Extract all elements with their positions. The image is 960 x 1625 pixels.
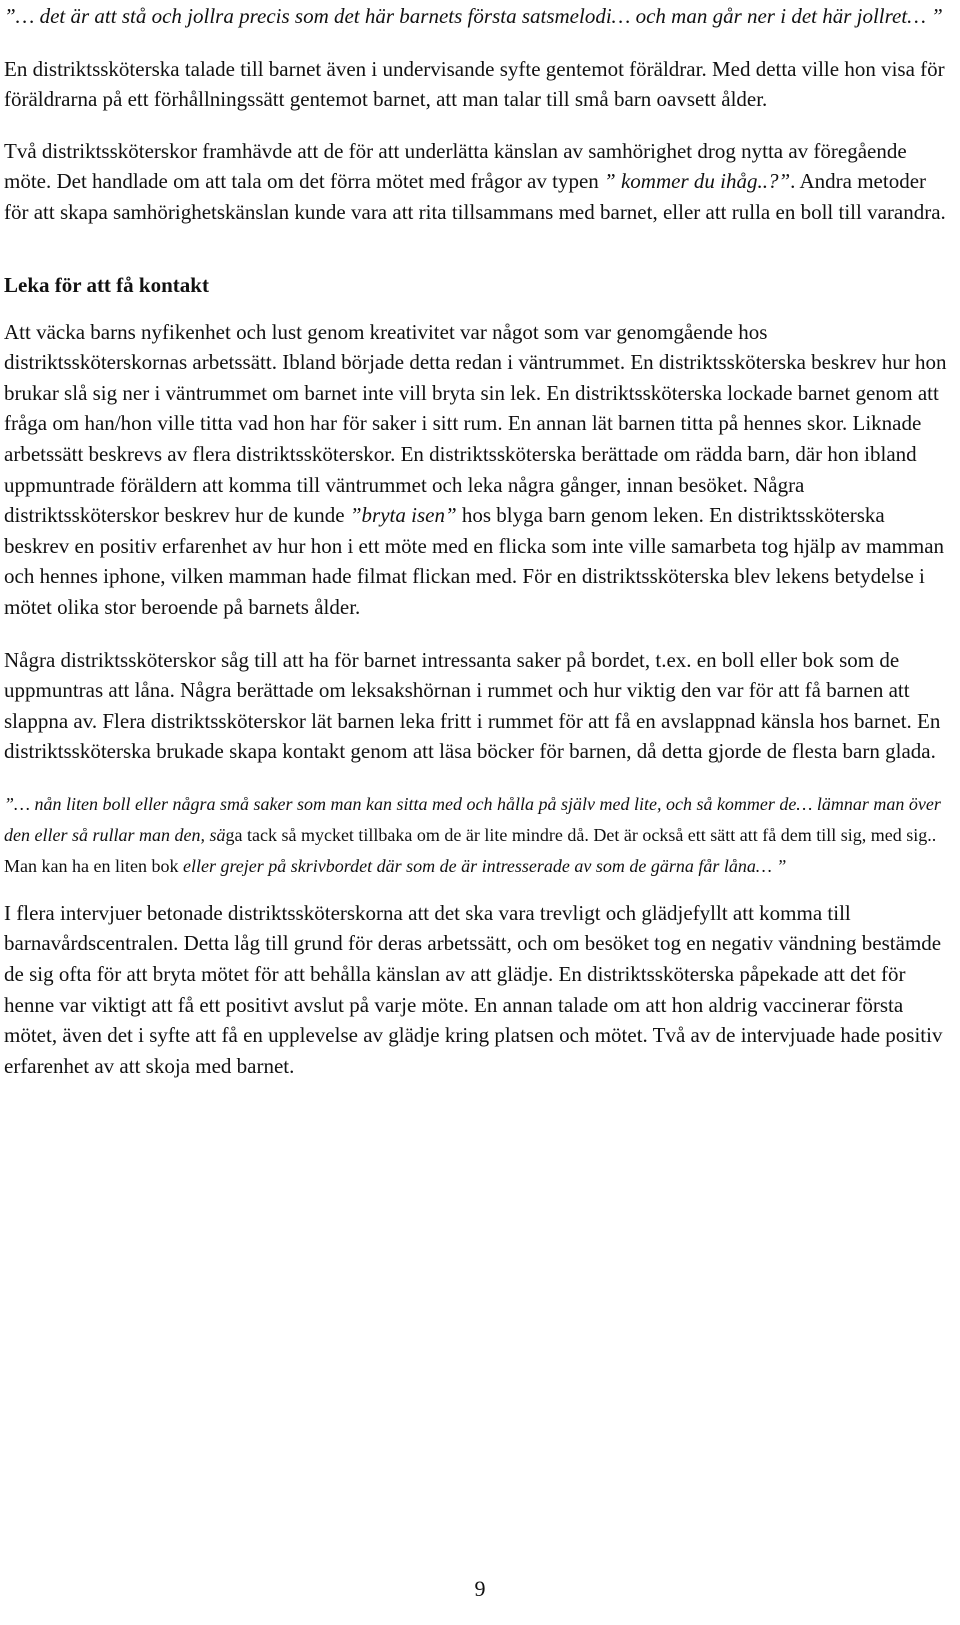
interview-quote-italic-b: eller grejer på skrivbordet där som de är intresserade av som de gärna får låna… ” <box>182 855 787 876</box>
paragraph-3 <box>4 317 952 623</box>
page-number: 9 <box>474 1576 486 1601</box>
paragraph-4: Några distriktssköterskor såg till att ha för barnet intressanta saker på bordet, t.ex. en boll eller bok som de uppmuntras att låna. Några berättade om leksakshörnan i rummet och hur viktig den var för att få barnen att slappna av. Flera distriktssköterskor lät barnen leka fritt i rummet för att få en avslappnad känsla hos barnet. En distriktssköterska brukade skapa kontakt genom att läsa böcker för barnen, då detta gjorde de flesta barn glada. <box>4 647 941 764</box>
section-heading: Leka för att få kontakt <box>4 272 209 297</box>
paragraph-1: En distriktssköterska talade till barnet även i undervisande syfte gentemot föräldrar. Med detta ville hon visa för föräldrarna på ett förhållningssätt gentemot barnet, att man talar till små barn oavsett ålder. <box>4 56 945 112</box>
interview-quote-normal: ga tack så mycket tillbaka om de är lite mindre då. Det är också ett sätt att få dem till sig, med sig.. Man kan ha en liten bok <box>4 824 937 876</box>
opening-quote: ”… det är att stå och jollra precis som det här barnets första satsmelodi… och man går ner i det här jollret… ” <box>4 4 943 28</box>
interview-quote-italic-a: ”… nån liten boll eller några små saker som man kan sitta med och hålla på själv med lite, och så kommer de… lämnar man över den eller så rullar man den, sä <box>4 793 941 845</box>
interview-quote <box>4 789 952 882</box>
paragraph-2-text-b: . Andra metoder för att skapa samhörighetskänslan kunde vara att rita tillsammans med barnet, eller att rulla en boll till varandra. <box>4 169 946 224</box>
paragraph-2-italic-quote: ” kommer du ihåg..?” <box>604 169 791 194</box>
paragraph-2 <box>4 136 952 228</box>
paragraph-5: I flera intervjuer betonade distriktssköterskorna att det ska vara trevligt och glädjefyllt att komma till barnavårdscentralen. Detta låg till grund för deras arbetssätt, och om besöket tog en negativ vändning bestämde de sig ofta för att bryta mötet för att behålla känslan av att glädje. En distriktssköterska påpekade att det för henne var viktigt att få ett positivt avslut på varje möte. En annan talade om att hon aldrig vaccinerar första mötet, även det i syfte att få en upplevelse av glädje kring platsen och mötet. Två av de intervjuade hade positiv erfarenhet av att skoja med barnet. <box>4 900 943 1078</box>
paragraph-3-text-b: hos blyga barn genom leken. En distriktssköterska beskrev en positiv erfarenhet av hur hon i ett möte med en flicka som inte ville samarbeta tog hjälp av mamman och hennes iphone, vilken mamman hade filmat flickan med. För en distriktssköterska blev lekens betydelse i mötet olika stor beroende på barnets ålder. <box>4 503 945 619</box>
paragraph-3-italic-quote: ”bryta isen” <box>349 503 457 528</box>
paragraph-2-text-a: Två distriktssköterskor framhävde att de för att underlätta känslan av samhörighet drog nytta av föregående möte. Det handlade om att tala om det förra mötet med frågor av typen <box>4 138 907 194</box>
paragraph-3-text-a: Att väcka barns nyfikenhet och lust genom kreativitet var något som var genomgående hos distriktssköterskornas arbetssätt. Ibland började detta redan i väntrummet. En distriktssköterska beskrev hur hon brukar slå sig ner i väntrummet om barnet inte vill bryta sin lek. En distriktssköterska lockade barnet genom att fråga om han/hon ville titta vad hon har för saker i sitt rum. En annan lät barnen titta på hennes skor. Liknade arbetssätt beskrevs av flera distriktssköterskor. En distriktssköterska berättade om rädda barn, där hon ibland uppmuntrade föräldern att komma till väntrummet och leka några gånger, innan besöket. Några distriktssköterskor beskrev hur de kunde <box>4 319 947 528</box>
document-page <box>4 0 952 1081</box>
